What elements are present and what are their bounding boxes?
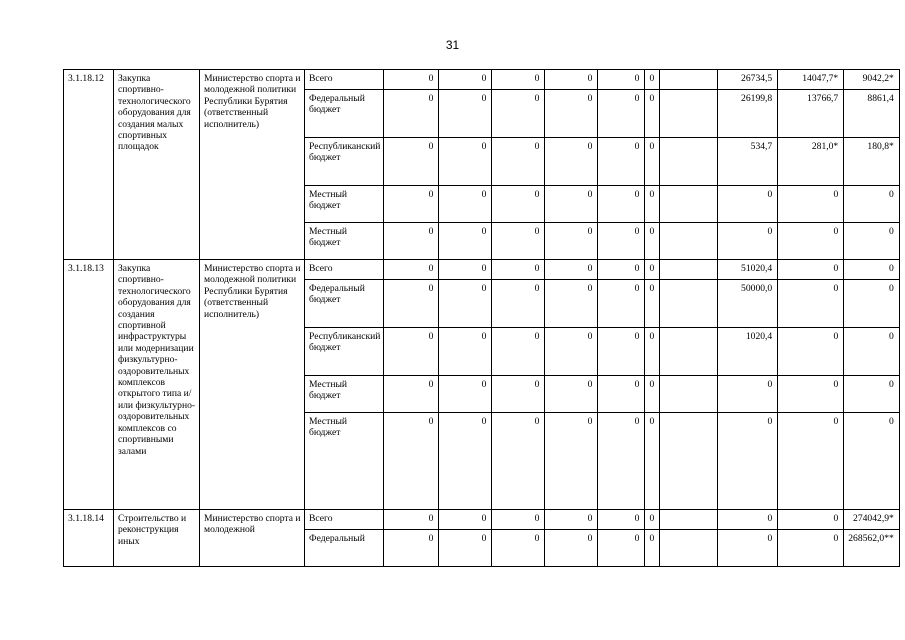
value-cell: 0 [645, 328, 660, 376]
empty-cell [660, 530, 718, 567]
value-cell: 180,8* [844, 138, 900, 186]
value-cell: 50000,0 [718, 280, 778, 328]
value-cell: 0 [645, 413, 660, 510]
funding-source: Федеральный бюджет [305, 280, 384, 328]
value-cell: 0 [545, 260, 598, 280]
value-cell: 0 [598, 328, 645, 376]
value-cell: 0 [598, 510, 645, 530]
empty-cell [660, 138, 718, 186]
value-cell: 0 [384, 530, 439, 567]
value-cell: 274042,9* [844, 510, 900, 530]
value-cell: 14047,7* [778, 70, 844, 90]
value-cell: 0 [778, 186, 844, 223]
measure-name: Строительство и реконструкция иных [114, 510, 200, 567]
value-cell: 0 [778, 510, 844, 530]
value-cell: 0 [645, 223, 660, 260]
value-cell: 0 [384, 223, 439, 260]
value-cell: 0 [384, 510, 439, 530]
measure-name: Закупка спортивно-технологического оборудования для создания малых спортивных площадок [114, 70, 200, 260]
value-cell: 0 [778, 260, 844, 280]
value-cell: 0 [384, 90, 439, 138]
value-cell: 0 [645, 70, 660, 90]
value-cell: 0 [844, 280, 900, 328]
value-cell: 0 [778, 413, 844, 510]
value-cell: 0 [844, 328, 900, 376]
value-cell: 0 [545, 70, 598, 90]
value-cell: 0 [439, 138, 492, 186]
value-cell: 0 [844, 223, 900, 260]
value-cell: 0 [718, 413, 778, 510]
value-cell: 0 [598, 260, 645, 280]
value-cell: 0 [492, 280, 545, 328]
funding-source: Федеральный бюджет [305, 90, 384, 138]
value-cell: 1020,4 [718, 328, 778, 376]
empty-cell [660, 376, 718, 413]
value-cell: 0 [598, 70, 645, 90]
value-cell: 0 [598, 223, 645, 260]
value-cell: 0 [645, 376, 660, 413]
value-cell: 268562,0** [844, 530, 900, 567]
row-code: 3.1.18.13 [64, 260, 114, 510]
value-cell: 0 [492, 328, 545, 376]
value-cell: 0 [645, 260, 660, 280]
value-cell: 0 [439, 260, 492, 280]
value-cell: 0 [492, 530, 545, 567]
value-cell: 0 [439, 530, 492, 567]
value-cell: 0 [844, 186, 900, 223]
value-cell: 0 [645, 510, 660, 530]
value-cell: 0 [718, 186, 778, 223]
value-cell: 0 [645, 280, 660, 328]
executor-name: Министерство спорта и молодежной политики Республики Бурятия (ответственный исполнитель) [200, 260, 305, 510]
value-cell: 0 [844, 376, 900, 413]
value-cell: 0 [492, 510, 545, 530]
value-cell: 0 [844, 413, 900, 510]
value-cell: 0 [492, 376, 545, 413]
empty-cell [660, 186, 718, 223]
value-cell: 0 [492, 413, 545, 510]
value-cell: 0 [778, 530, 844, 567]
value-cell: 0 [718, 510, 778, 530]
value-cell: 0 [439, 90, 492, 138]
funding-source: Местный бюджет [305, 186, 384, 223]
value-cell: 0 [718, 223, 778, 260]
executor-name: Министерство спорта и молодежной политики Республики Бурятия (ответственный исполнитель) [200, 70, 305, 260]
value-cell: 0 [492, 223, 545, 260]
funding-source: Всего [305, 70, 384, 90]
value-cell: 0 [439, 186, 492, 223]
value-cell: 0 [384, 260, 439, 280]
empty-cell [660, 90, 718, 138]
executor-name: Министерство спорта и молодежной [200, 510, 305, 567]
empty-cell [660, 280, 718, 328]
value-cell: 51020,4 [718, 260, 778, 280]
value-cell: 8861,4 [844, 90, 900, 138]
value-cell: 0 [598, 530, 645, 567]
value-cell: 0 [439, 510, 492, 530]
funding-source: Местный бюджет [305, 376, 384, 413]
value-cell: 0 [645, 138, 660, 186]
value-cell: 0 [778, 328, 844, 376]
value-cell: 0 [778, 376, 844, 413]
value-cell: 534,7 [718, 138, 778, 186]
value-cell: 0 [545, 223, 598, 260]
value-cell: 0 [439, 280, 492, 328]
value-cell: 0 [492, 260, 545, 280]
value-cell: 0 [439, 328, 492, 376]
value-cell: 0 [384, 328, 439, 376]
value-cell: 0 [545, 280, 598, 328]
value-cell: 0 [778, 280, 844, 328]
value-cell: 0 [439, 413, 492, 510]
value-cell: 0 [844, 260, 900, 280]
funding-source: Всего [305, 260, 384, 280]
value-cell: 0 [545, 186, 598, 223]
value-cell: 0 [439, 223, 492, 260]
funding-source: Федеральный [305, 530, 384, 567]
row-code: 3.1.18.14 [64, 510, 114, 567]
value-cell: 0 [384, 280, 439, 328]
value-cell: 0 [545, 510, 598, 530]
table-row [64, 260, 900, 280]
funding-source: Всего [305, 510, 384, 530]
value-cell: 0 [598, 186, 645, 223]
value-cell: 0 [598, 90, 645, 138]
empty-cell [660, 328, 718, 376]
page-number: 31 [445, 38, 460, 52]
value-cell: 0 [492, 186, 545, 223]
value-cell: 0 [598, 413, 645, 510]
value-cell: 0 [545, 376, 598, 413]
empty-cell [660, 510, 718, 530]
value-cell: 0 [545, 90, 598, 138]
funding-source: Местный бюджет [305, 223, 384, 260]
value-cell: 0 [384, 70, 439, 90]
empty-cell [660, 413, 718, 510]
funding-source: Республиканский бюджет [305, 138, 384, 186]
funding-source: Местный бюджет [305, 413, 384, 510]
empty-cell [660, 70, 718, 90]
value-cell: 0 [645, 186, 660, 223]
value-cell: 0 [645, 530, 660, 567]
value-cell: 0 [718, 376, 778, 413]
empty-cell [660, 223, 718, 260]
value-cell: 0 [598, 376, 645, 413]
value-cell: 0 [492, 90, 545, 138]
value-cell: 0 [492, 70, 545, 90]
value-cell: 26199,8 [718, 90, 778, 138]
row-code: 3.1.18.12 [64, 70, 114, 260]
value-cell: 26734,5 [718, 70, 778, 90]
value-cell: 0 [545, 530, 598, 567]
value-cell: 0 [384, 186, 439, 223]
value-cell: 0 [545, 328, 598, 376]
empty-cell [660, 260, 718, 280]
value-cell: 0 [384, 138, 439, 186]
funding-source: Республиканский бюджет [305, 328, 384, 376]
value-cell: 13766,7 [778, 90, 844, 138]
value-cell: 0 [545, 413, 598, 510]
budget-table [63, 69, 900, 567]
value-cell: 0 [718, 530, 778, 567]
value-cell: 0 [384, 413, 439, 510]
table-row [64, 510, 900, 530]
value-cell: 0 [778, 223, 844, 260]
value-cell: 0 [384, 376, 439, 413]
value-cell: 0 [439, 376, 492, 413]
value-cell: 0 [645, 90, 660, 138]
value-cell: 0 [598, 280, 645, 328]
value-cell: 9042,2* [844, 70, 900, 90]
value-cell: 0 [545, 138, 598, 186]
value-cell: 0 [492, 138, 545, 186]
value-cell: 0 [439, 70, 492, 90]
table-row [64, 70, 900, 90]
measure-name: Закупка спортивно-технологического оборудования для создания спортивной инфраструктуры или модернизации физкультурно-оздоровительных комплексов открытого типа и/или физкультурно-оздоровительных комплексов со спортивными залами [114, 260, 200, 510]
value-cell: 0 [598, 138, 645, 186]
value-cell: 281,0* [778, 138, 844, 186]
